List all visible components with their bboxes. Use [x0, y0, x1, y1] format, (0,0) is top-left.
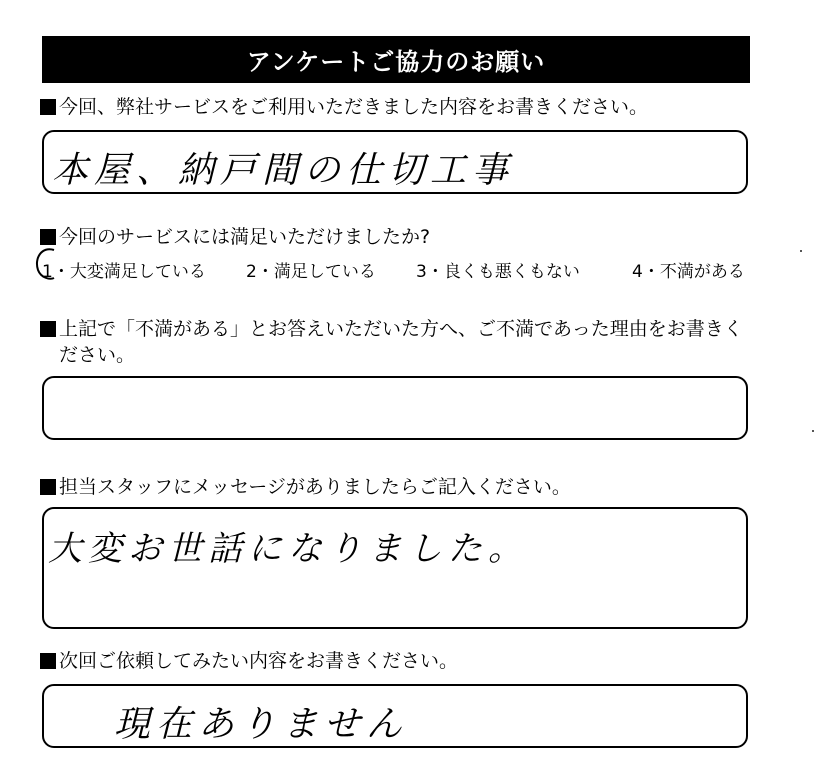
- square-bullet-icon: [40, 229, 56, 245]
- answer-box-5[interactable]: [42, 684, 748, 748]
- question-3: [40, 316, 749, 368]
- answer-box-1[interactable]: [42, 130, 748, 194]
- answer-box-3[interactable]: [42, 376, 748, 440]
- option-3[interactable]: 3・良くも悪くもない: [416, 262, 580, 282]
- answer-4-handwriting: 大変お世話になりました。: [48, 529, 528, 569]
- question-4: [40, 474, 571, 500]
- question-5-label: 次回ご依頼してみたい内容をお書きください。: [59, 650, 459, 672]
- answer-box-4[interactable]: [42, 507, 748, 629]
- option-4[interactable]: 4・不満がある: [632, 262, 745, 282]
- option-2[interactable]: 2・満足している: [246, 262, 376, 282]
- question-3-label: 上記で「不満がある」とお答えいただいた方へ、ご不満であった理由をお書きください。: [59, 318, 743, 366]
- scan-speck: [812, 430, 814, 432]
- question-5: [40, 648, 458, 674]
- scan-speck: [800, 250, 802, 252]
- question-4-label: 担当スタッフにメッセージがありましたらご記入ください。: [59, 476, 571, 498]
- square-bullet-icon: [40, 653, 56, 669]
- square-bullet-icon: [40, 479, 56, 495]
- question-1-label: 今回、弊社サービスをご利用いただきました内容をお書きください。: [59, 96, 649, 118]
- answer-1-handwriting: 本屋、納戸間の仕切工事: [52, 150, 515, 191]
- question-2-label: 今回のサービスには満足いただけましたか?: [59, 226, 431, 248]
- question-2: [40, 224, 430, 250]
- option-1[interactable]: 1・大変満足している: [42, 262, 206, 282]
- satisfaction-options: [36, 257, 754, 283]
- survey-title: アンケートご協力のお願い: [42, 36, 750, 83]
- answer-5-handwriting: 現在ありません: [114, 704, 409, 745]
- square-bullet-icon: [40, 321, 56, 337]
- square-bullet-icon: [40, 99, 56, 115]
- question-1: [40, 94, 648, 120]
